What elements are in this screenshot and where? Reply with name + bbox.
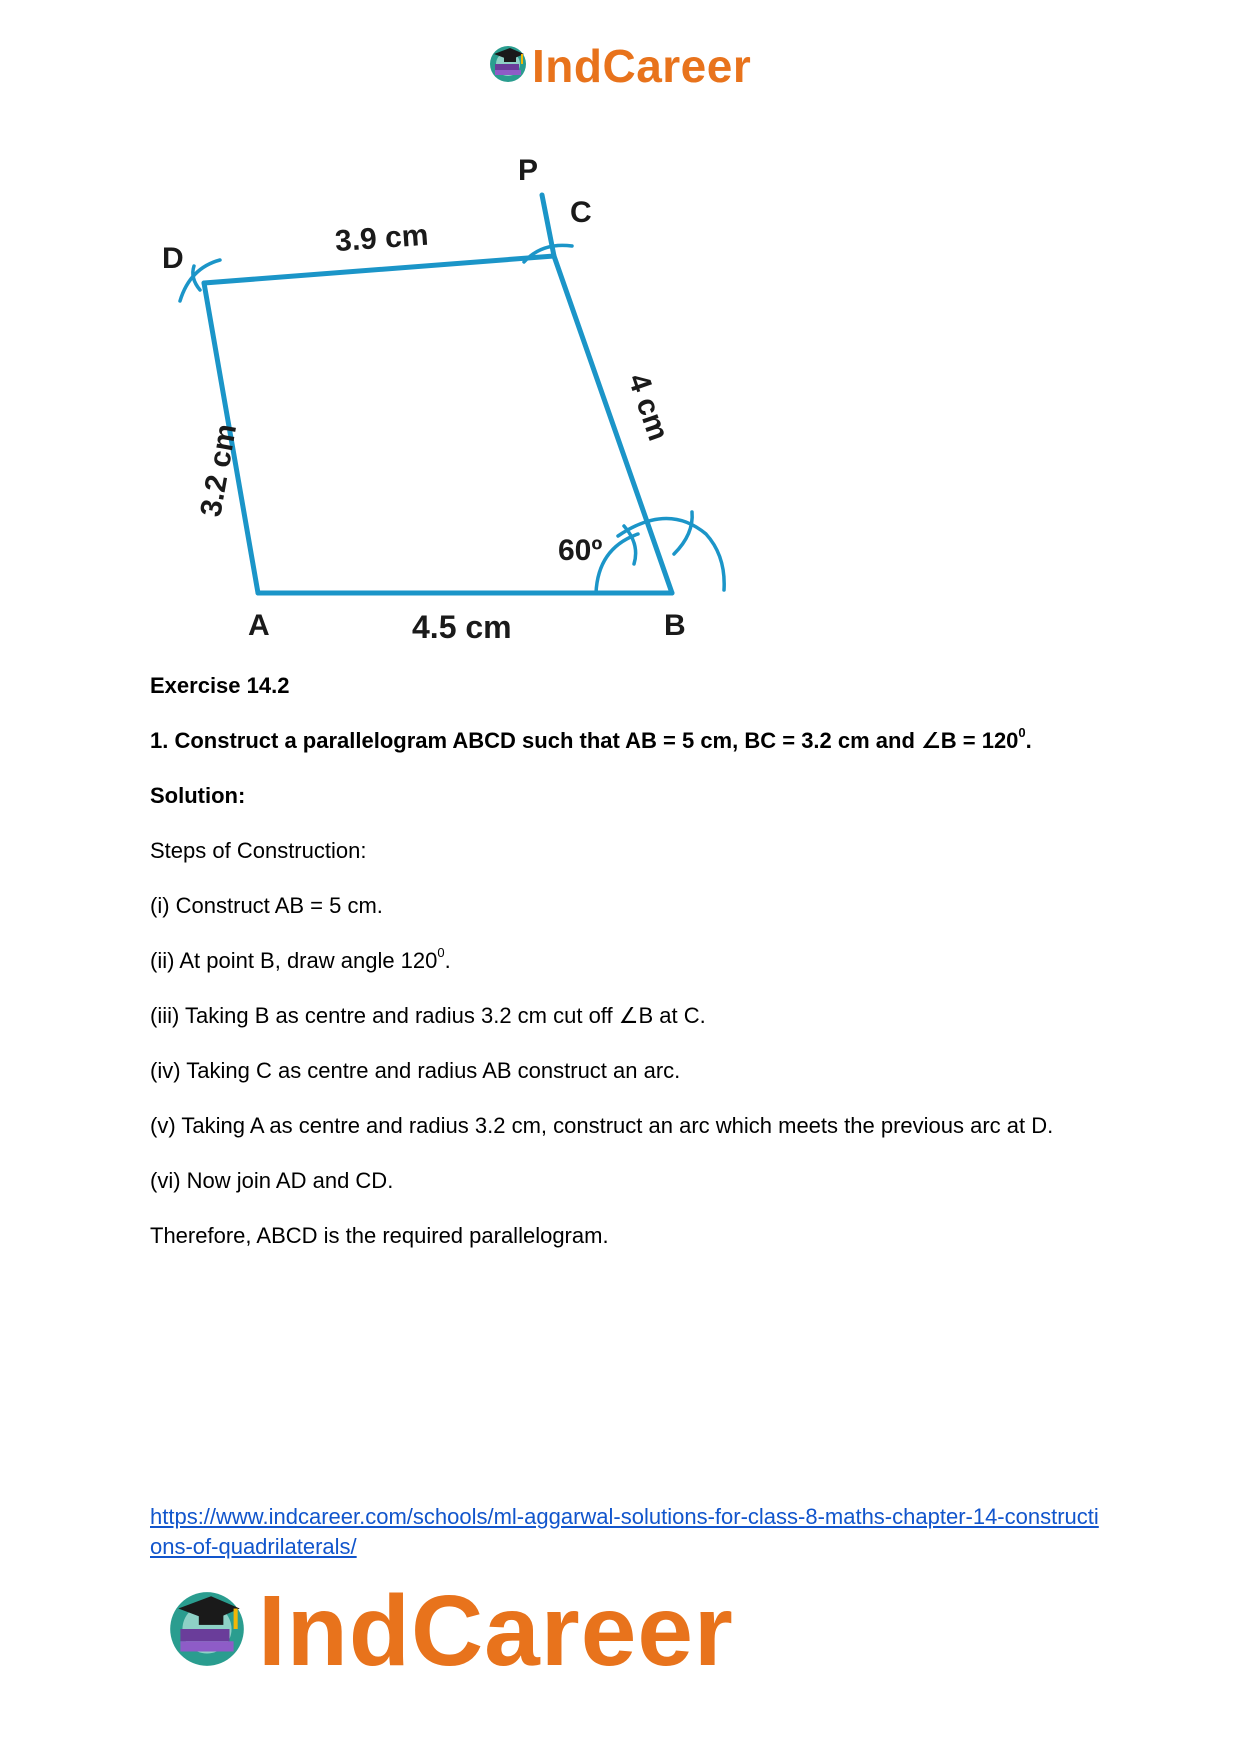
label-point-c: C — [570, 196, 592, 229]
brand-logo — [486, 42, 751, 90]
label-point-d: D — [162, 242, 184, 275]
step-6: (vi) Now join AD and CD. — [150, 1168, 394, 1193]
source-link[interactable]: https://www.indcareer.com/schools/ml-aggarwal-solutions-for-class-8-maths-chapter-14-constructions-of-quadrilaterals/ — [150, 1504, 1099, 1559]
side-cd — [204, 256, 554, 283]
question-superscript: 0 — [1018, 724, 1026, 740]
solution-content — [150, 670, 1110, 1275]
step-2-suffix: . — [444, 948, 451, 973]
graduation-cap-book-icon — [162, 1584, 252, 1679]
question-text — [150, 725, 1110, 756]
step-2-superscript: 0 — [437, 944, 445, 960]
label-point-a: A — [248, 609, 270, 642]
parallelogram-figure — [140, 150, 740, 650]
label-side-ab: 4.5 cm — [412, 609, 512, 645]
label-angle-b: 60º — [558, 534, 603, 567]
label-side-cb: 4 cm — [621, 369, 675, 445]
conclusion: Therefore, ABCD is the required parallelogram. — [150, 1223, 609, 1248]
question-suffix: . — [1025, 728, 1032, 753]
label-side-dc: 3.9 cm — [333, 218, 430, 259]
step-3: (iii) Taking B as centre and radius 3.2 cm cut off ∠B at C. — [150, 1003, 706, 1028]
step-5: (v) Taking A as centre and radius 3.2 cm, construct an arc which meets the previous arc at D. — [150, 1113, 1054, 1138]
question-prefix: 1. Construct a parallelogram ABCD such that AB = 5 cm, BC = 3.2 cm and ∠B = 120 — [150, 728, 1019, 753]
label-side-ad: 3.2 cm — [194, 421, 244, 520]
graduation-cap-book-icon — [486, 42, 530, 91]
label-point-p: P — [518, 154, 539, 187]
footer-brand-name: IndCareer — [258, 1574, 734, 1687]
step-2 — [150, 945, 1110, 976]
footer-brand-logo — [162, 1576, 734, 1686]
exercise-title: Exercise 14.2 — [150, 673, 290, 698]
step-2-prefix: (ii) At point B, draw angle 120 — [150, 948, 438, 973]
step-1: (i) Construct AB = 5 cm. — [150, 893, 383, 918]
step-4: (iv) Taking C as centre and radius AB construct an arc. — [150, 1058, 681, 1083]
brand-name: IndCareer — [532, 40, 752, 92]
solution-label: Solution: — [150, 783, 246, 808]
steps-heading: Steps of Construction: — [150, 838, 367, 863]
label-point-b: B — [664, 609, 686, 642]
